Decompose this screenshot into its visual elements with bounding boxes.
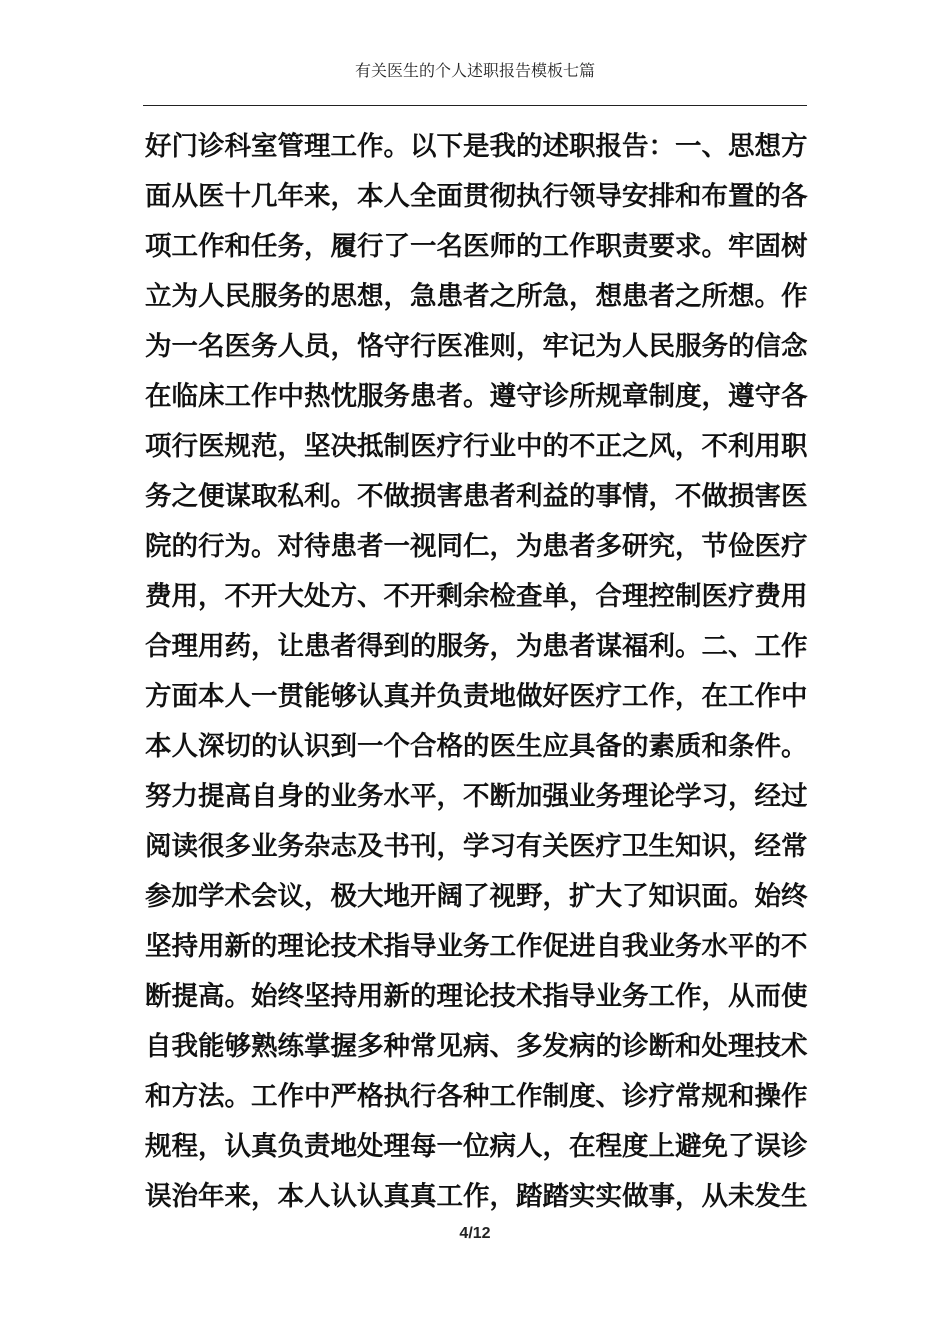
text-line: 项行医规范，坚决抵制医疗行业中的不正之风，不利用职 xyxy=(145,431,808,462)
text-line: 费用，不开大处方、不开剩余检查单，合理控制医疗费用 xyxy=(145,581,808,612)
text-line: 自我能够熟练掌握多种常见病、多发病的诊断和处理技术 xyxy=(145,1031,808,1062)
text-line: 规程，认真负责地处理每一位病人，在程度上避免了误诊 xyxy=(145,1131,808,1162)
page-header-title: 有关医生的个人述职报告模板七篇 xyxy=(354,61,595,80)
text-line: 参加学术会议，极大地开阔了视野，扩大了知识面。始终 xyxy=(145,881,808,912)
text-line: 本人深切的认识到一个合格的医生应具备的素质和条件。 xyxy=(145,731,808,762)
text-line: 坚持用新的理论技术指导业务工作促进自我业务水平的不 xyxy=(145,931,808,962)
text-line: 好门诊科室管理工作。以下是我的述职报告：一、思想方 xyxy=(145,131,808,162)
text-line: 努力提高自身的业务水平，不断加强业务理论学习，经过 xyxy=(145,781,808,812)
text-line: 院的行为。对待患者一视同仁，为患者多研究，节俭医疗 xyxy=(145,531,808,562)
text-line: 阅读很多业务杂志及书刊，学习有关医疗卫生知识，经常 xyxy=(145,831,808,862)
text-line: 立为人民服务的思想，急患者之所急，想患者之所想。作 xyxy=(145,281,808,312)
text-line: 断提高。始终坚持用新的理论技术指导业务工作，从而使 xyxy=(145,981,808,1012)
page-number: 4/12 xyxy=(459,1225,491,1242)
text-line: 务之便谋取私利。不做损害患者利益的事情，不做损害医 xyxy=(145,481,808,512)
text-line: 方面本人一贯能够认真并负责地做好医疗工作，在工作中 xyxy=(145,681,808,712)
text-line: 在临床工作中热忱服务患者。遵守诊所规章制度，遵守各 xyxy=(145,381,808,412)
text-line: 为一名医务人员，恪守行医准则，牢记为人民服务的信念 xyxy=(145,331,808,362)
text-line: 面从医十几年来，本人全面贯彻执行领导安排和布置的各 xyxy=(145,181,808,212)
text-line: 项工作和任务，履行了一名医师的工作职责要求。牢固树 xyxy=(145,231,808,262)
document-body xyxy=(145,122,809,1222)
text-line: 误治年来，本人认认真真工作，踏踏实实做事，从未发生 xyxy=(145,1181,808,1212)
text-line: 和方法。工作中严格执行各种工作制度、诊疗常规和操作 xyxy=(145,1081,808,1112)
header-divider xyxy=(143,105,807,106)
text-line: 合理用药，让患者得到的服务，为患者谋福利。二、工作 xyxy=(145,631,808,662)
